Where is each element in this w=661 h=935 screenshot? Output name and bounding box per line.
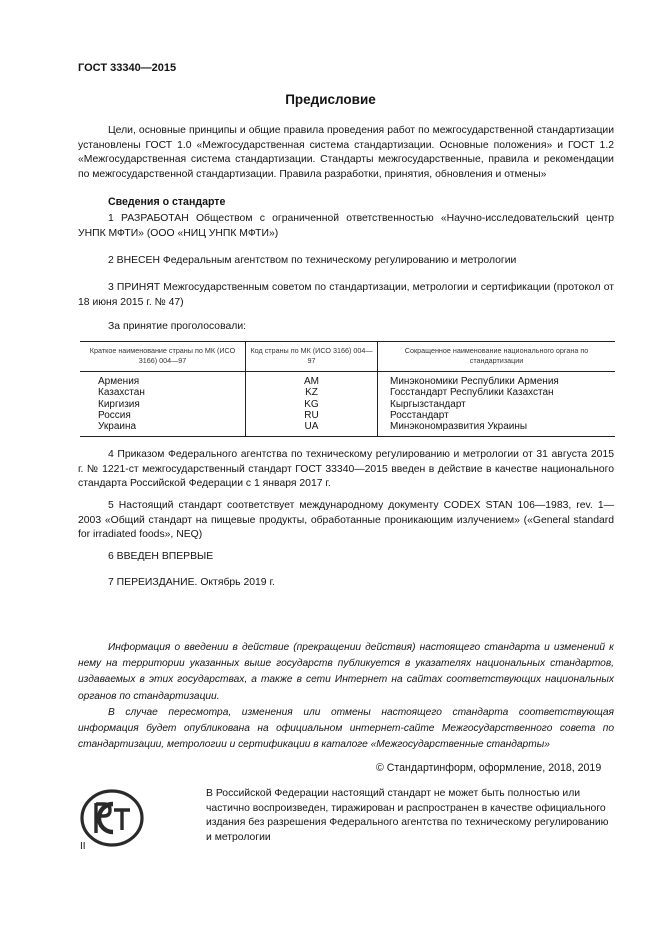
column-header-code: Код страны по МК (ИСО 3166) 004—97 <box>246 342 378 372</box>
voting-table <box>80 341 615 437</box>
standards-body: Госстандарт Республики Казахстан <box>390 387 554 399</box>
revision-note: В случае пересмотра, изменения или отмены настоящего стандарта соответствующая информация будет опубликована на официальном интернет-сайте Межгосударственного совета по стандартизации, метрологии и сертификации в каталоге «Межгосударственные стандарты» <box>78 707 614 751</box>
page-number: II <box>80 841 86 852</box>
standard-code-header: ГОСТ 33340—2015 <box>78 62 177 74</box>
item-first-introduced: 6 ВВЕДЕН ВПЕРВЫЕ <box>108 551 214 562</box>
country-code: AM <box>246 372 378 388</box>
table-row <box>80 399 615 410</box>
item-conformity: 5 Настоящий стандарт соответствует международному документу CODEX STAN 106—1983, rev. 1—2003 «Общий стандарт на пищевые продукты, обработанные проникающим излучением» («General standard for irradiated foods», NEQ) <box>78 500 614 541</box>
item-developed: 1 РАЗРАБОТАН Обществом с ограниченной ответственностью «Научно-исследовательский центр УНПК МФТИ» (ООО «НИЦ УНПК МФТИ») <box>78 213 614 239</box>
column-header-country: Краткое наименование страны по МК (ИСО 3166) 004—97 <box>80 342 246 372</box>
item-order: 4 Приказом Федерального агентства по техническому регулированию и метрологии от 31 августа 2015 г. № 1221-ст межгосударственный стандарт ГОСТ 33340—2015 введен в действие в качестве национального стандарта Российской Федерации с 1 января 2017 г. <box>78 449 614 490</box>
country-name: Россия <box>80 410 246 421</box>
page-title: Предисловие <box>285 92 376 107</box>
votes-label: За принятие проголосовали: <box>108 321 247 332</box>
standards-body: Минэкономразвития Украины <box>390 421 528 433</box>
table-row <box>80 410 615 421</box>
item-adopted: 3 ПРИНЯТ Межгосударственным советом по стандартизации, метрологии и сертификации (протокол от 18 июня 2015 г. № 47) <box>78 282 614 308</box>
standards-body: Минэкономики Республики Армения <box>390 376 559 387</box>
country-name: Украина <box>80 421 246 437</box>
standards-body: Кыргызстандарт <box>390 398 466 410</box>
column-header-body: Сокращенное наименование национального органа по стандартизации <box>378 342 616 372</box>
table-row <box>80 421 615 437</box>
country-code: KG <box>246 399 378 410</box>
section-title: Сведения о стандарте <box>108 196 226 208</box>
country-name: Киргизия <box>80 399 246 410</box>
country-name: Армения <box>80 372 246 388</box>
table-row <box>80 387 615 398</box>
table-header-row <box>80 342 615 372</box>
country-code: KZ <box>246 387 378 398</box>
info-note: Информация о введении в действие (прекращении действия) настоящего стандарта и изменений к нему на территории указанных выше государств публикуется в указателях национальных стандартов, издаваемых в этих государствах, а также в сети Интернет на сайтах соответствующих национальных органов по стандартизации. <box>78 642 614 702</box>
country-code: RU <box>246 410 378 421</box>
reproduction-notice <box>206 787 614 845</box>
country-name: Казахстан <box>80 387 246 398</box>
intro-paragraph: Цели, основные принципы и общие правила проведения работ по межгосударственной стандартизации установлены ГОСТ 1.0 «Межгосударственная система стандартизации. Основные положения» и ГОСТ 1.2 «Межгосударственная система стандартизации. Стандарты межгосударственные, правила и рекомендации по межгосударственной стандартизации. Правила разработки, принятия, обновления и отмены» <box>78 125 614 180</box>
rst-logo-icon <box>80 788 144 848</box>
item-reissue: 7 ПЕРЕИЗДАНИЕ. Октябрь 2019 г. <box>108 577 275 588</box>
reproduction-notice-text: В Российской Федерации настоящий стандарт не может быть полностью или частично воспроизведен, тиражирован и распространен в качестве официального издания без разрешения Федерального агентства по техническому регулированию и метрологии <box>206 788 609 843</box>
country-code: UA <box>246 421 378 437</box>
standards-body: Росстандарт <box>390 409 449 421</box>
item-introduced: 2 ВНЕСЕН Федеральным агентством по техническому регулированию и метрологии <box>108 255 517 266</box>
copyright-line: © Стандартинформ, оформление, 2018, 2019 <box>376 762 602 774</box>
table-row <box>80 372 615 388</box>
